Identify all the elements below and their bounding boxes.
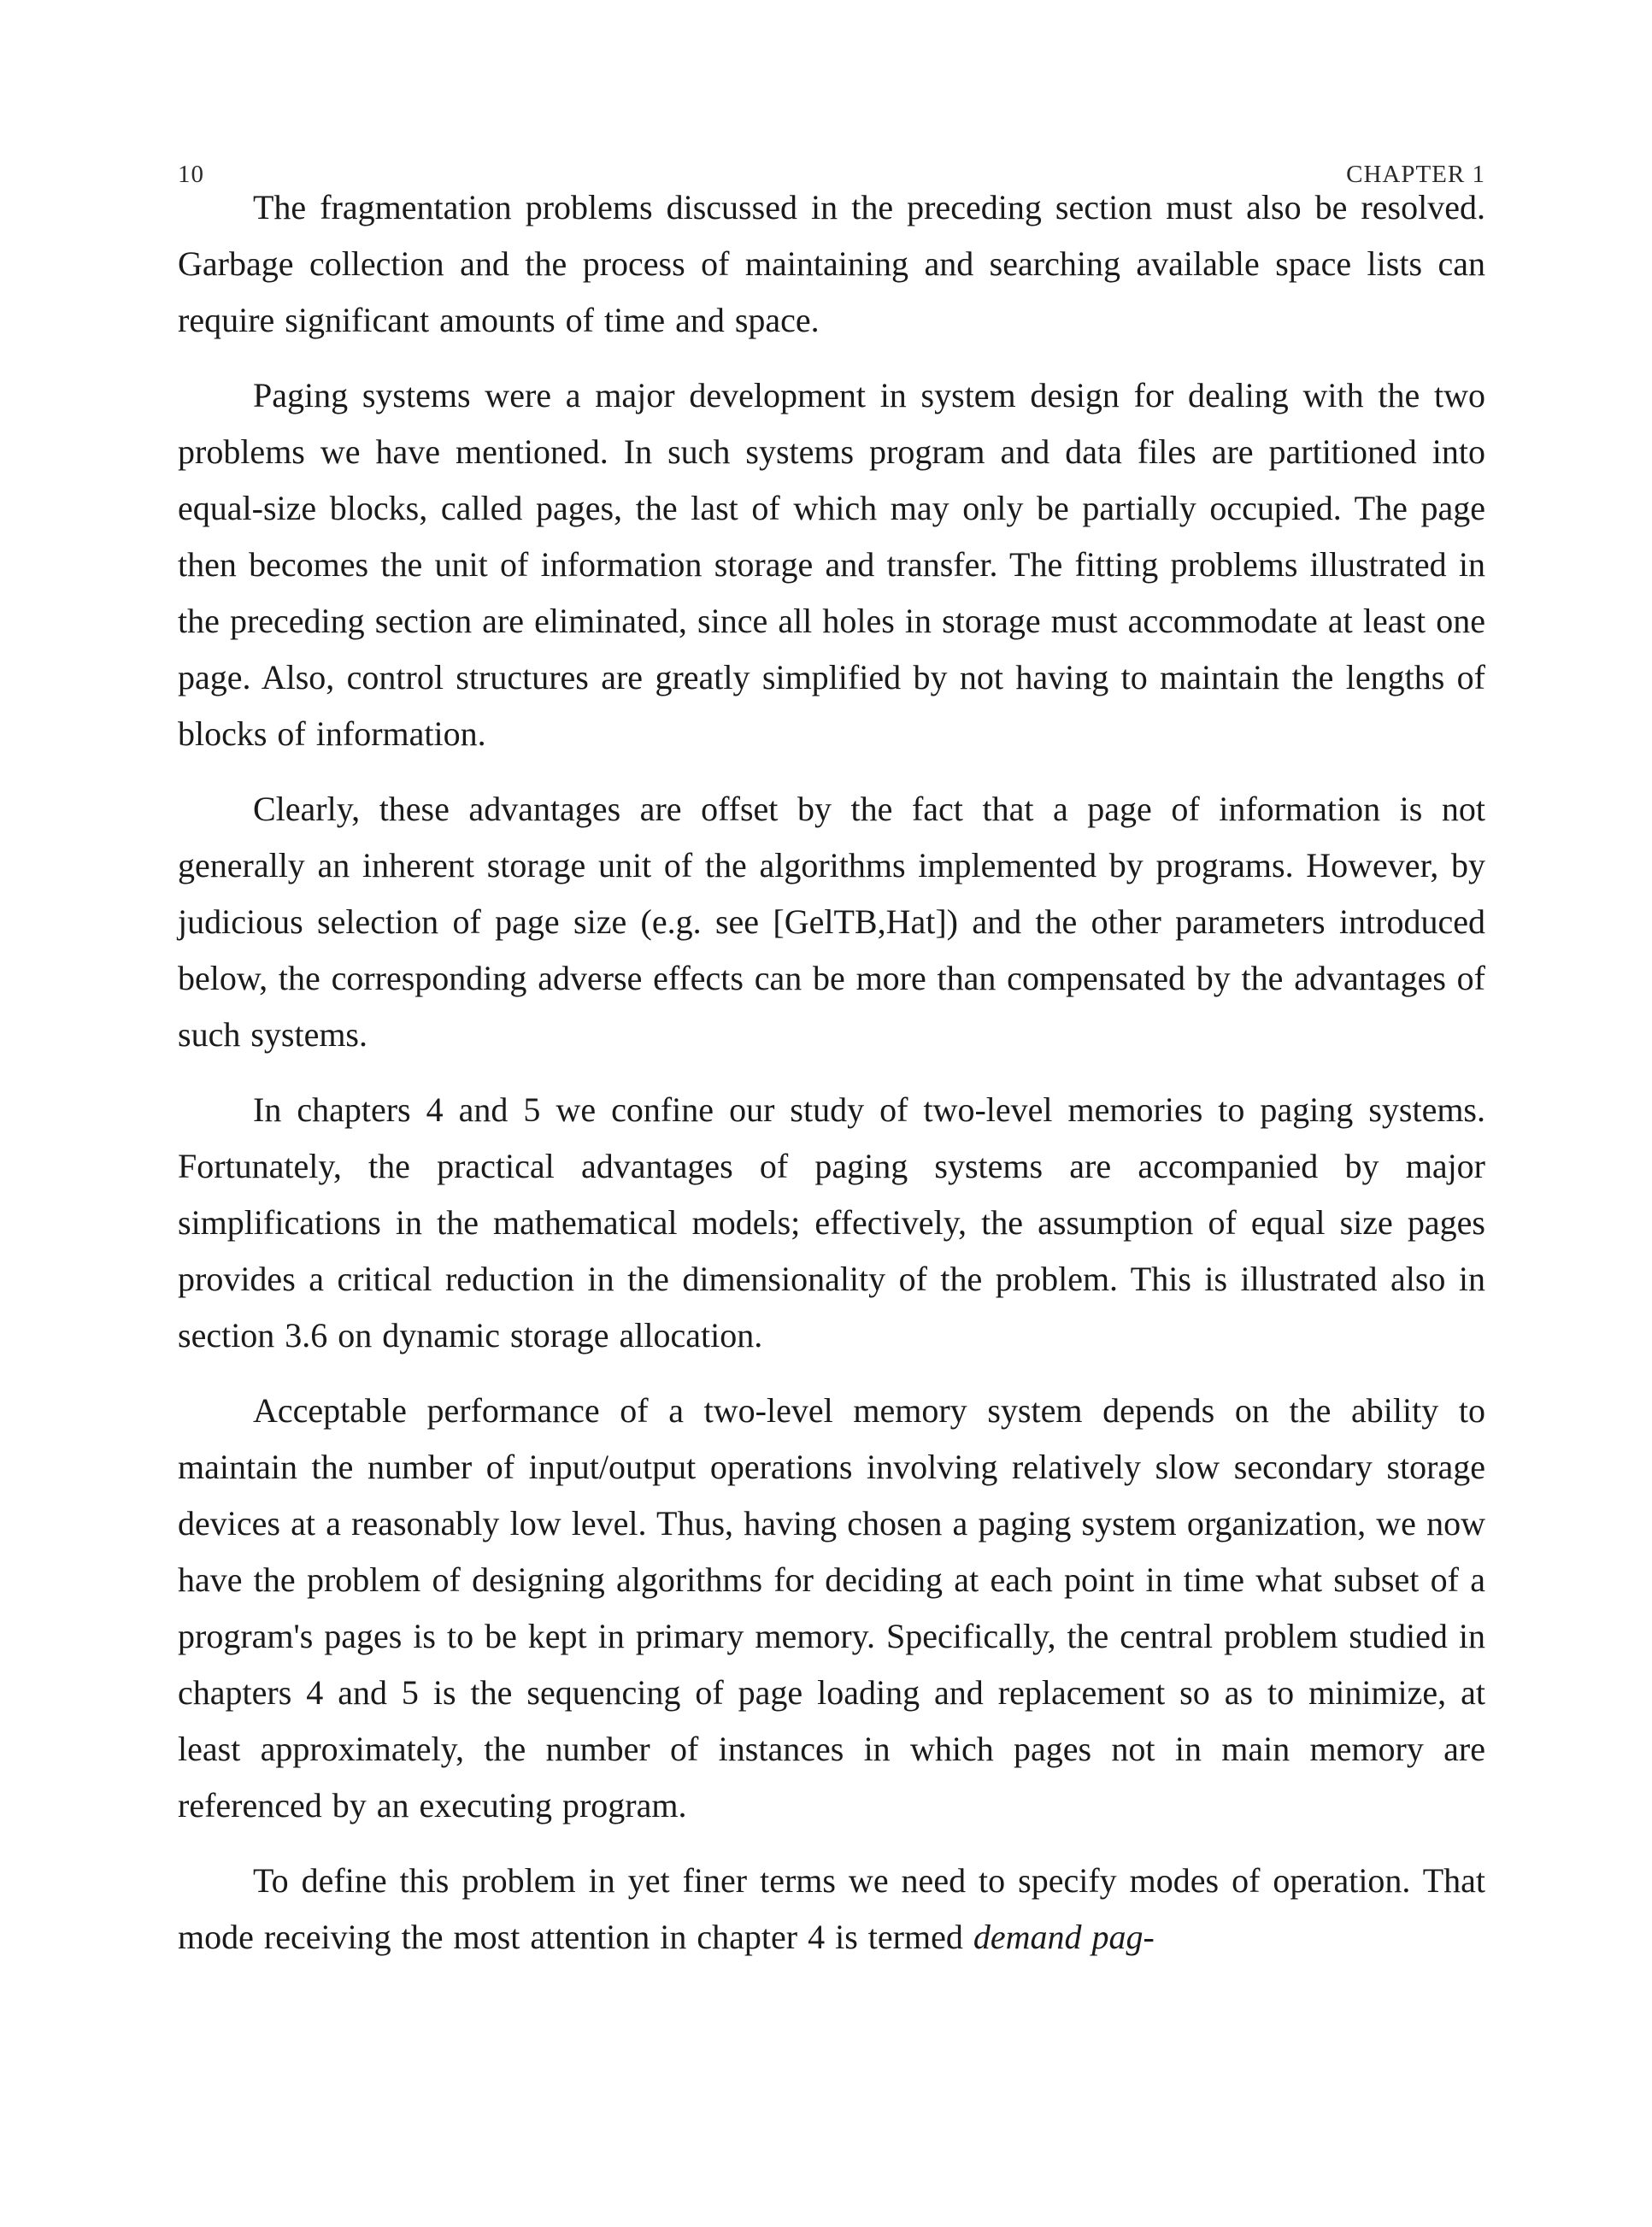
- paragraph-paging-systems: Paging systems were a major development in system design for dealing with the two problems we have mentioned. In such systems program and data files are partitioned into equal-size blocks, called pages, the last of which may only be partially occupied. The page then becomes the unit of information storage and transfer. The fitting problems illustrated in the preceding section are eliminated, since all holes in storage must accommodate at least one page. Also, control structures are greatly simplified by not having to maintain the lengths of blocks of information.: [178, 376, 1485, 753]
- paragraph-modes-text: To define this problem in yet finer terms we need to specify modes of operation. That mode receiving the most attention in chapter 4 is termed: [178, 1861, 1485, 1956]
- paragraph-fragmentation: The fragmentation problems discussed in the preceding section must also be resolved. Garbage collection and the process of maintaining and searching available space lists can require significant amounts of time and space.: [178, 188, 1485, 339]
- document-page: [178, 137, 1485, 1984]
- paragraph-chapters-4-5: In chapters 4 and 5 we confine our study of two-level memories to paging systems. Fortunately, the practical advantages of paging systems are accompanied by major simplifications in the mathematical models; effectively, the assumption of equal size pages provides a critical reduction in the dimensionality of the problem. This is illustrated also in section 3.6 on dynamic storage allocation.: [178, 1090, 1485, 1354]
- demand-paging-term: demand pag-: [973, 1918, 1155, 1956]
- chapter-label: CHAPTER 1: [1346, 161, 1485, 188]
- running-head: [178, 137, 1485, 188]
- paragraph-advantages-offset: Clearly, these advantages are offset by the fact that a page of information is not generally an inherent storage unit of the algorithms implemented by programs. However, by judicious selection of page size (e.g. see [GelTB,Hat]) and the other parameters introduced below, the corresponding adverse effects can be more than compensated by the advantages of such systems.: [178, 790, 1485, 1054]
- paragraph-acceptable-performance: Acceptable performance of a two-level memory system depends on the ability to maintain the number of input/output operations involving relatively slow secondary storage devices at a reasonably low level. Thus, having chosen a paging system organization, we now have the problem of designing algorithms for deciding at each point in time what subset of a program's pages is to be kept in primary memory. Specifically, the central problem studied in chapters 4 and 5 is the sequencing of page loading and replacement so as to minimize, at least approximately, the number of instances in which pages not in main memory are referenced by an executing program.: [178, 1391, 1485, 1824]
- body-text: [178, 179, 1485, 1966]
- paragraph-modes-of-operation: [178, 1853, 1485, 1966]
- page-number: 10: [178, 161, 204, 188]
